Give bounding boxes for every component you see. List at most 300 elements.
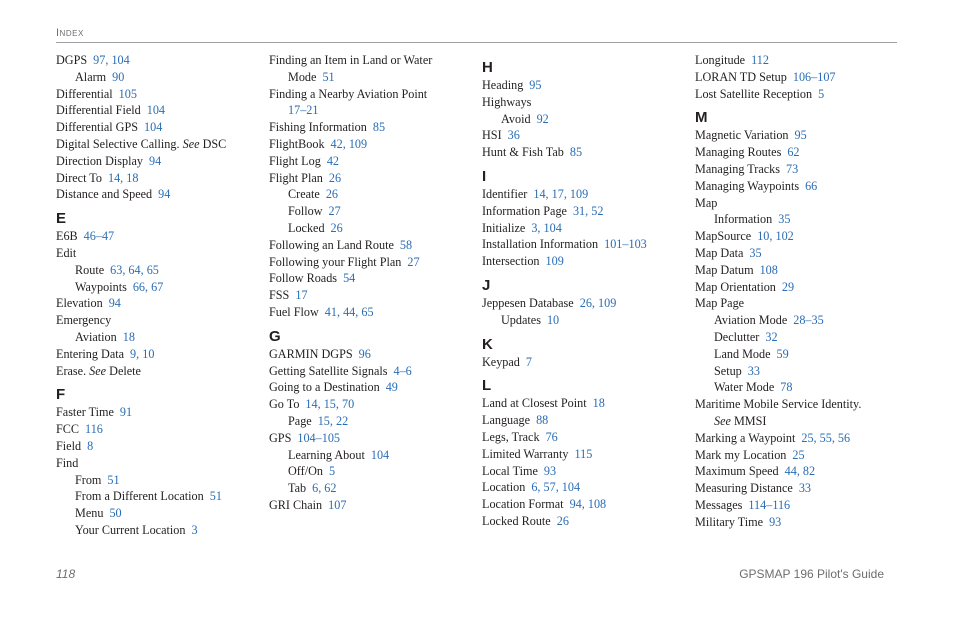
- page-reference-link[interactable]: 27: [407, 254, 420, 269]
- page-reference-link[interactable]: 90: [112, 69, 125, 84]
- index-subentry: [695, 211, 900, 228]
- index-entry: [269, 396, 474, 413]
- guide-title: GPSMAP 196 Pilot's Guide: [739, 567, 884, 581]
- index-entry: [56, 136, 261, 153]
- index-subentry: [269, 203, 474, 220]
- index-entry: [695, 413, 900, 430]
- index-entry: [269, 497, 474, 514]
- index-entry: [269, 430, 474, 447]
- entry-term: Identifier: [482, 186, 528, 201]
- section-letter: F: [56, 386, 66, 404]
- index-entry: [695, 396, 900, 413]
- page-reference-link[interactable]: 62: [787, 145, 800, 160]
- page-reference-link[interactable]: 3, 104: [531, 220, 562, 235]
- index-entry: [56, 102, 261, 119]
- entry-term: Hunt & Fish Tab: [482, 145, 564, 160]
- entry-term: Initialize: [482, 220, 526, 235]
- index-subentry: [695, 329, 900, 346]
- entry-term: LORAN TD Setup: [695, 69, 787, 84]
- index-entry: [482, 496, 687, 513]
- entry-term: Aviation: [75, 329, 117, 344]
- page-reference-link[interactable]: 18: [122, 329, 135, 344]
- page-reference-link[interactable]: 31, 52: [572, 203, 604, 218]
- page-reference-link[interactable]: 63, 64, 65: [110, 262, 159, 277]
- entry-term: Following your Flight Plan: [269, 254, 402, 269]
- index-subentry: [56, 522, 261, 539]
- page-reference-link[interactable]: 58: [399, 237, 413, 252]
- page-reference-link[interactable]: 14, 18: [107, 170, 139, 185]
- index-entry: [56, 404, 261, 421]
- section-letter: M: [695, 109, 708, 127]
- page-reference-link[interactable]: 42: [326, 153, 339, 168]
- page-reference-link[interactable]: 94, 108: [569, 497, 607, 512]
- page-reference-link[interactable]: 105: [118, 86, 137, 101]
- entry-term: Finding a Nearby Aviation Point: [269, 86, 428, 101]
- index-entry: [695, 514, 900, 531]
- index-entry: [695, 86, 900, 103]
- entry-term: Longitude: [695, 53, 746, 67]
- index-entry: [695, 480, 900, 497]
- index-entry: [56, 186, 261, 203]
- index-entry: [695, 144, 900, 161]
- index-subentry: [269, 463, 474, 480]
- entry-term: Finding an Item in Land or Water: [269, 53, 433, 67]
- page-reference-link[interactable]: 44, 82: [784, 464, 816, 479]
- entry-term: Waypoints: [75, 279, 127, 294]
- index-column-3: [482, 52, 687, 530]
- entry-term: Your Current Location: [75, 522, 186, 537]
- index-entry: [269, 287, 474, 304]
- index-subentry: [269, 186, 474, 203]
- see-reference-target: Delete: [109, 363, 141, 378]
- page-reference-link[interactable]: 108: [759, 262, 778, 277]
- index-entry: [482, 186, 687, 203]
- page-reference-link[interactable]: 28–35: [793, 313, 824, 328]
- index-entry: [482, 446, 687, 463]
- index-column-1: [56, 52, 261, 539]
- entry-term: Marking a Waypoint: [695, 430, 796, 445]
- entry-term: Location Format: [482, 497, 564, 512]
- page-reference-link[interactable]: 73: [785, 161, 799, 176]
- index-entry: [482, 354, 687, 371]
- entry-term: From a Different Location: [75, 489, 204, 504]
- entry-term: Measuring Distance: [695, 481, 793, 496]
- index-subentry: [695, 312, 900, 329]
- page-reference-link[interactable]: 94: [158, 187, 171, 202]
- index-entry: [482, 513, 687, 530]
- index-entry: [482, 429, 687, 446]
- index-entry: [269, 304, 474, 321]
- entry-term: Distance and Speed: [56, 187, 153, 202]
- index-entry: [269, 136, 474, 153]
- index-subentry: [56, 488, 261, 505]
- entry-term: Locked Route: [482, 513, 551, 528]
- entry-term: Information: [714, 212, 773, 227]
- index-subentry: [695, 379, 900, 396]
- index-subentry: [482, 111, 687, 128]
- entry-term: GARMIN DGPS: [269, 346, 353, 361]
- entry-term: Emergency: [56, 313, 112, 328]
- page-reference-link[interactable]: 15, 22: [317, 413, 349, 428]
- page-reference-link[interactable]: 8: [87, 438, 94, 453]
- page-reference-link[interactable]: 59: [776, 346, 789, 361]
- page-reference-link[interactable]: 104: [370, 447, 390, 462]
- page-reference-link[interactable]: 10: [546, 312, 560, 327]
- see-reference-label: See: [89, 363, 107, 378]
- index-entry: [269, 119, 474, 136]
- index-column-4: [695, 52, 900, 531]
- see-reference-label: See: [182, 136, 200, 151]
- entry-term: Land Mode: [714, 346, 771, 361]
- entry-term: Installation Information: [482, 237, 599, 252]
- entry-term: Faster Time: [56, 405, 114, 420]
- index-entry: [56, 438, 261, 455]
- page-reference-link[interactable]: 92: [536, 111, 549, 126]
- index-entry: [269, 379, 474, 396]
- page-reference-link[interactable]: 25: [792, 447, 805, 462]
- index-entry: [56, 295, 261, 312]
- index-entry: [269, 346, 474, 363]
- index-column-2: [269, 52, 474, 514]
- page-reference-link[interactable]: 93: [769, 514, 782, 529]
- index-entry: [482, 203, 687, 220]
- entry-term: Updates: [501, 312, 541, 327]
- entry-term: Elevation: [56, 296, 103, 311]
- index-entry: [482, 94, 687, 111]
- index-entry: [269, 363, 474, 380]
- page-reference-link[interactable]: 32: [765, 329, 778, 344]
- index-entry: [269, 69, 474, 86]
- index-entry: [56, 346, 261, 363]
- entry-term: Differential GPS: [56, 120, 139, 135]
- entry-term: Legs, Track: [482, 429, 540, 444]
- page-reference-link[interactable]: 104: [144, 120, 163, 135]
- entry-term: Direct To: [56, 170, 102, 185]
- page-reference-link[interactable]: 9, 10: [130, 346, 155, 361]
- entry-term: Local Time: [482, 463, 538, 478]
- page-reference-link[interactable]: 95: [794, 128, 807, 143]
- index-entry: [482, 127, 687, 144]
- index-entry: [695, 228, 900, 245]
- entry-term: Alarm: [75, 69, 107, 84]
- index-entry: [482, 77, 687, 94]
- entry-term: FSS: [269, 288, 290, 303]
- page-reference-link[interactable]: 85: [569, 145, 583, 160]
- page-reference-link[interactable]: 95: [529, 78, 542, 92]
- index-entry: [482, 253, 687, 270]
- entry-term: Getting Satellite Signals: [269, 363, 388, 378]
- index-entry: [56, 153, 261, 170]
- entry-term: Go To: [269, 397, 300, 412]
- index-entry: [695, 447, 900, 464]
- index-subentry: [695, 363, 900, 380]
- page-reference-link[interactable]: 14, 15, 70: [305, 397, 355, 412]
- page-reference-link[interactable]: 51: [107, 472, 120, 487]
- index-entry: [482, 412, 687, 429]
- entry-term: Field: [56, 438, 82, 453]
- entry-term: Follow: [288, 204, 323, 219]
- page-reference-link[interactable]: 66: [805, 178, 818, 193]
- entry-term: Flight Plan: [269, 170, 323, 185]
- see-reference-target: DSC: [202, 136, 227, 151]
- index-entry: [482, 220, 687, 237]
- page-reference-link[interactable]: 26, 109: [579, 295, 617, 310]
- page-reference-link[interactable]: 29: [781, 279, 795, 294]
- entry-term: Differential Field: [56, 103, 141, 118]
- page-reference-link[interactable]: 33: [747, 363, 760, 378]
- entry-term: FlightBook: [269, 136, 325, 151]
- index-entry: [56, 228, 261, 245]
- entry-term: Water Mode: [714, 380, 775, 395]
- index-entry: [56, 170, 261, 187]
- entry-term: Digital Selective Calling.: [56, 136, 180, 151]
- index-subentry: [56, 69, 261, 86]
- entry-term: Maritime Mobile Service Identity.: [695, 397, 862, 412]
- index-entry: [56, 86, 261, 103]
- page-reference-link[interactable]: 5: [818, 86, 825, 101]
- page-reference-link[interactable]: 26: [330, 220, 343, 235]
- entry-term: Going to a Destination: [269, 380, 380, 395]
- entry-term: Mark my Location: [695, 447, 787, 462]
- page-reference-link[interactable]: 26: [328, 170, 342, 185]
- index-entry: [482, 479, 687, 496]
- index-entry: [695, 245, 900, 262]
- entry-term: FCC: [56, 422, 80, 437]
- page-reference-link[interactable]: 35: [778, 212, 791, 227]
- entry-term: E6B: [56, 229, 78, 244]
- entry-term: Keypad: [482, 354, 520, 369]
- entry-term: Maximum Speed: [695, 464, 779, 479]
- section-letter: H: [482, 59, 493, 76]
- entry-term: Follow Roads: [269, 271, 338, 286]
- see-reference-label: See: [714, 413, 731, 428]
- page-reference-link[interactable]: 88: [536, 413, 549, 428]
- index-entry: [695, 497, 900, 514]
- page-reference-link[interactable]: 76: [545, 429, 558, 444]
- index-subentry: [269, 220, 474, 237]
- section-letter: E: [56, 210, 67, 228]
- index-entry: [56, 245, 261, 262]
- entry-term: HSI: [482, 128, 502, 143]
- entry-term: Differential: [56, 86, 113, 101]
- entry-term: Managing Waypoints: [695, 178, 800, 193]
- entry-term: Entering Data: [56, 346, 125, 361]
- entry-term: Lost Satellite Reception: [695, 86, 813, 101]
- index-entry: [269, 153, 474, 170]
- header-rule: [56, 42, 897, 43]
- index-entry: [482, 144, 687, 161]
- entry-term: Language: [482, 413, 531, 428]
- entry-term: Declutter: [714, 329, 760, 344]
- page-reference-link[interactable]: 26: [325, 187, 338, 202]
- page-reference-link[interactable]: 33: [798, 481, 811, 496]
- entry-term: Page: [288, 413, 312, 428]
- page-reference-link[interactable]: 5: [328, 464, 336, 479]
- section-letter: G: [269, 327, 281, 345]
- entry-term: Limited Warranty: [482, 446, 569, 461]
- page-reference-link[interactable]: 6, 57, 104: [531, 480, 581, 495]
- entry-term: Flight Log: [269, 153, 321, 168]
- page-reference-link[interactable]: 3: [191, 522, 198, 537]
- entry-term: Following an Land Route: [269, 237, 394, 252]
- entry-term: Mode: [288, 69, 317, 84]
- entry-term: Location: [482, 480, 526, 495]
- page-reference-link[interactable]: 104–105: [297, 430, 341, 445]
- index-entry: [269, 86, 474, 103]
- index-entry: [695, 195, 900, 212]
- index-entry: [695, 295, 900, 312]
- index-entry: [269, 237, 474, 254]
- entry-term: Heading: [482, 78, 524, 92]
- page-reference-link[interactable]: 42, 109: [330, 136, 368, 151]
- index-entry: [269, 270, 474, 287]
- index-entry: [56, 52, 261, 69]
- page-reference-link[interactable]: 46–47: [83, 229, 115, 244]
- page-reference-link[interactable]: 109: [545, 254, 564, 269]
- index-entry: [695, 178, 900, 195]
- index-subentry: [269, 413, 474, 430]
- page-reference-link[interactable]: 18: [592, 396, 605, 411]
- section-letter: J: [482, 276, 491, 294]
- entry-term: Avoid: [501, 111, 531, 126]
- entry-term: Edit: [56, 245, 77, 260]
- index-entry: [695, 52, 900, 69]
- page-header: Index: [56, 27, 84, 39]
- entry-term: Menu: [75, 506, 104, 521]
- entry-term: Messages: [695, 497, 743, 512]
- page-reference-link[interactable]: 51: [322, 69, 335, 84]
- index-subentry: [56, 472, 261, 489]
- page-reference-link[interactable]: 114–116: [748, 497, 791, 512]
- page-reference-link[interactable]: 97, 104: [93, 53, 130, 67]
- page-reference-link[interactable]: 51: [209, 489, 222, 504]
- entry-term: Map Page: [695, 296, 745, 311]
- entry-term: GPS: [269, 430, 292, 445]
- page-reference-link[interactable]: 50: [109, 506, 122, 521]
- page-reference-link[interactable]: 116: [85, 422, 103, 437]
- entry-term: MapSource: [695, 229, 752, 244]
- entry-term: Highways: [482, 94, 532, 109]
- index-subentry: [695, 346, 900, 363]
- index-entry: [269, 170, 474, 187]
- entry-term: Direction Display: [56, 153, 143, 168]
- page-reference-link[interactable]: 35: [749, 245, 762, 260]
- index-entry: [482, 395, 687, 412]
- index-subentry: [56, 505, 261, 522]
- page-reference-link[interactable]: 91: [119, 405, 133, 420]
- section-letter: K: [482, 335, 493, 353]
- page-reference-link[interactable]: 6, 62: [312, 481, 337, 496]
- entry-term: Map Orientation: [695, 279, 776, 294]
- page-reference-link[interactable]: 106–107: [792, 69, 836, 84]
- page-reference-link[interactable]: 94: [108, 296, 121, 311]
- entry-term: Tab: [288, 481, 307, 496]
- page-reference-link[interactable]: 101–103: [604, 237, 647, 252]
- page-reference-link[interactable]: 10, 102: [757, 229, 794, 244]
- index-entry: [56, 312, 261, 329]
- index-entry: [56, 363, 261, 380]
- section-letter: L: [482, 377, 492, 395]
- page-reference-link[interactable]: 7: [525, 354, 532, 369]
- page-reference-link[interactable]: 93: [543, 463, 557, 478]
- page-reference-link[interactable]: 25, 55, 56: [801, 430, 851, 445]
- page-reference-link[interactable]: 27: [328, 204, 341, 219]
- entry-term: Map Datum: [695, 262, 754, 277]
- page-reference-link[interactable]: 94: [149, 153, 162, 168]
- entry-term: Managing Routes: [695, 145, 782, 160]
- entry-term: From: [75, 472, 102, 487]
- entry-term: DGPS: [56, 53, 88, 67]
- index-subentry: [269, 480, 474, 497]
- entry-term: Create: [288, 187, 320, 202]
- entry-term: Locked: [288, 220, 325, 235]
- index-entry: [56, 421, 261, 438]
- entry-term: Fishing Information: [269, 120, 367, 135]
- index-entry: [56, 119, 261, 136]
- index-subentry: [269, 447, 474, 464]
- page-reference-link[interactable]: 4–6: [393, 363, 412, 378]
- page-reference-link[interactable]: 17–21: [288, 103, 319, 118]
- page-reference-link[interactable]: 54: [343, 271, 356, 286]
- entry-term: Intersection: [482, 254, 540, 269]
- index-entry: [695, 161, 900, 178]
- entry-term: GRI Chain: [269, 497, 323, 512]
- index-entry: [269, 52, 474, 69]
- index-entry: [695, 279, 900, 296]
- page-reference-link[interactable]: 41, 44, 65: [324, 304, 374, 319]
- entry-term: Route: [75, 262, 105, 277]
- page-reference-link[interactable]: 115: [574, 446, 593, 461]
- entry-term: Magnetic Variation: [695, 128, 789, 143]
- index-entry: [695, 69, 900, 86]
- entry-term: Off/On: [288, 464, 323, 479]
- index-subentry: [56, 279, 261, 296]
- page-reference-link[interactable]: 49: [385, 380, 398, 395]
- index-subentry: [56, 329, 261, 346]
- page-reference-link[interactable]: 96: [358, 346, 371, 361]
- entry-term: Map: [695, 195, 718, 210]
- index-entry: [482, 236, 687, 253]
- page-reference-link[interactable]: 36: [507, 128, 520, 143]
- index-entry: [695, 127, 900, 144]
- index-entry: [482, 295, 687, 312]
- page-reference-link[interactable]: 112: [751, 53, 769, 67]
- entry-term: Military Time: [695, 514, 764, 529]
- page-reference-link[interactable]: 26: [556, 513, 569, 528]
- index-entry: [695, 430, 900, 447]
- entry-term: Land at Closest Point: [482, 396, 587, 411]
- page-reference-link[interactable]: 66, 67: [132, 279, 164, 294]
- entry-term: Fuel Flow: [269, 304, 319, 319]
- index-entry: [269, 102, 474, 119]
- entry-term: Jeppesen Database: [482, 295, 574, 310]
- page-reference-link[interactable]: 14, 17, 109: [533, 186, 589, 201]
- page-reference-link[interactable]: 85: [372, 120, 386, 135]
- entry-term: Aviation Mode: [714, 313, 788, 328]
- see-reference-target: MMSI: [733, 413, 767, 428]
- page-number: 118: [56, 567, 76, 581]
- index-subentry: [482, 312, 687, 329]
- page-reference-link[interactable]: 104: [146, 103, 166, 118]
- page-reference-link[interactable]: 78: [780, 380, 793, 395]
- entry-term: Setup: [714, 363, 742, 378]
- entry-term: Find: [56, 455, 79, 470]
- page-reference-link[interactable]: 17: [295, 288, 308, 303]
- page-reference-link[interactable]: 107: [328, 497, 347, 512]
- index-subentry: [56, 262, 261, 279]
- entry-term: Erase.: [56, 363, 87, 378]
- index-entry: [482, 463, 687, 480]
